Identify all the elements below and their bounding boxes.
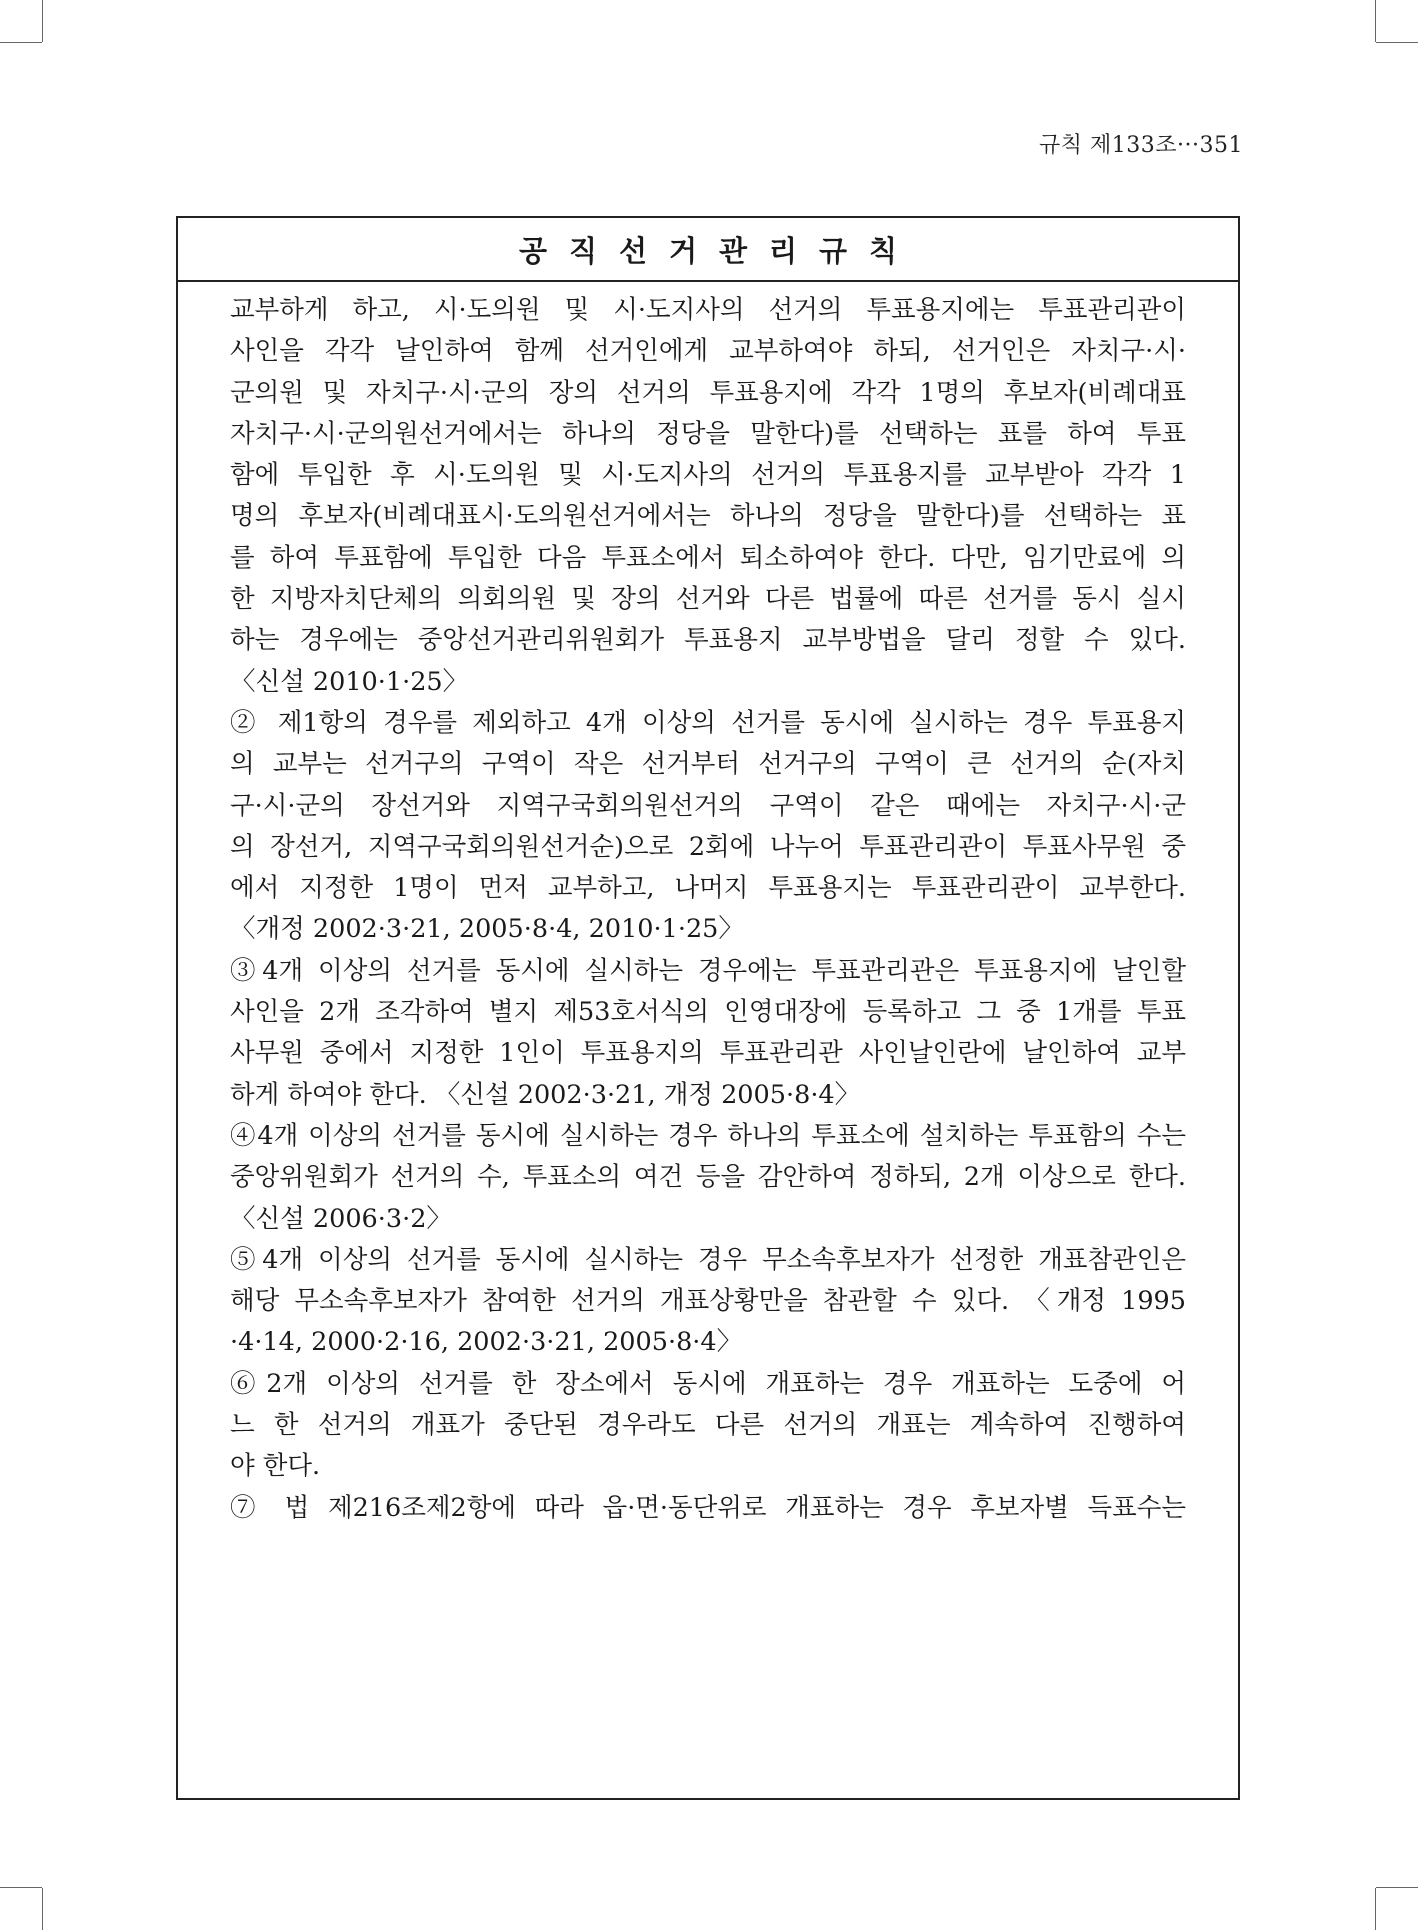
- text-line: 의 장선거, 지역구국회의원선거순)으로 2회에 나누어 투표관리관이 투표사무원 중: [230, 831, 1186, 862]
- text-line: ⑦ 법 제216조제2항에 따라 읍·면·동단위로 개표하는 경우 후보자별 득표수는: [230, 1492, 1186, 1523]
- rules-box: [176, 216, 1240, 1800]
- text-line: ② 제1항의 경우를 제외하고 4개 이상의 선거를 동시에 실시하는 경우 투표용지: [230, 707, 1186, 738]
- crop-mark: [1375, 1888, 1376, 1930]
- rules-text: [178, 282, 1238, 1529]
- crop-mark: [42, 1888, 43, 1930]
- crop-mark: [42, 0, 43, 42]
- crop-mark: [0, 1887, 42, 1888]
- text-line: 〈개정 2002·3·21, 2005·8·4, 2010·1·25〉: [230, 914, 744, 945]
- text-line: 하게 하여야 한다. 〈신설 2002·3·21, 개정 2005·8·4〉: [230, 1079, 861, 1110]
- text-line: ⑤4개 이상의 선거를 동시에 실시하는 경우 무소속후보자가 선정한 개표참관인은: [230, 1244, 1186, 1275]
- text-line: 해당 무소속후보자가 참여한 선거의 개표상황만을 참관할 수 있다. 〈개정 1995: [230, 1286, 1186, 1317]
- running-header: 규칙 제133조···351: [1039, 133, 1243, 158]
- text-line: 자치구·시·군의원선거에서는 하나의 정당을 말한다)를 선택하는 표를 하여 투표: [230, 418, 1186, 449]
- text-line: 사무원 중에서 지정한 1인이 투표용지의 투표관리관 사인날인란에 날인하여 교부: [230, 1038, 1186, 1069]
- text-line: 함에 투입한 후 시·도의원 및 시·도지사의 선거의 투표용지를 교부받아 각각 1: [230, 460, 1186, 491]
- text-line: 명의 후보자(비례대표시·도의원선거에서는 하나의 정당을 말한다)를 선택하는 표: [230, 501, 1186, 532]
- text-line: 군의원 및 자치구·시·군의 장의 선거의 투표용지에 각각 1명의 후보자(비례대표: [230, 377, 1186, 408]
- text-line: 중앙위원회가 선거의 수, 투표소의 여건 등을 감안하여 정하되, 2개 이상으로 한다.: [230, 1162, 1186, 1193]
- text-line: 〈신설 2006·3·2〉: [230, 1203, 452, 1234]
- text-line: ·4·14, 2000·2·16, 2002·3·21, 2005·8·4〉: [230, 1327, 743, 1358]
- text-line: 에서 지정한 1명이 먼저 교부하고, 나머지 투표용지는 투표관리관이 교부한다.: [230, 873, 1186, 904]
- crop-mark: [1376, 1887, 1418, 1888]
- text-line: 하는 경우에는 중앙선거관리위원회가 투표용지 교부방법을 달리 정할 수 있다.: [230, 625, 1186, 656]
- text-line: 를 하여 투표함에 투입한 다음 투표소에서 퇴소하여야 한다. 다만, 임기만료에 의: [230, 542, 1186, 573]
- box-title: 공직선거관리규칙: [178, 218, 1238, 282]
- text-line: 구·시·군의 장선거와 지역구국회의원선거의 구역이 같은 때에는 자치구·시·군: [230, 790, 1186, 821]
- crop-mark: [1375, 0, 1376, 42]
- text-line: 느 한 선거의 개표가 중단된 경우라도 다른 선거의 개표는 계속하여 진행하여: [230, 1410, 1186, 1441]
- text-line: 한 지방자치단체의 의회의원 및 장의 선거와 다른 법률에 따른 선거를 동시 실시: [230, 584, 1186, 615]
- text-line: 야 한다.: [230, 1451, 321, 1482]
- crop-mark: [1376, 42, 1418, 43]
- text-line: 사인을 각각 날인하여 함께 선거인에게 교부하여야 하되, 선거인은 자치구·시·: [230, 336, 1186, 367]
- text-line: ④4개 이상의 선거를 동시에 실시하는 경우 하나의 투표소에 설치하는 투표함의 수는: [230, 1120, 1186, 1151]
- crop-mark: [0, 42, 42, 43]
- text-line: 〈신설 2010·1·25〉: [230, 666, 469, 697]
- text-line: ③4개 이상의 선거를 동시에 실시하는 경우에는 투표관리관은 투표용지에 날인할: [230, 955, 1186, 986]
- text-line: 의 교부는 선거구의 구역이 작은 선거부터 선거구의 구역이 큰 선거의 순(자치: [230, 749, 1186, 780]
- text-line: 교부하게 하고, 시·도의원 및 시·도지사의 선거의 투표용지에는 투표관리관이: [230, 295, 1186, 325]
- text-line: 사인을 2개 조각하여 별지 제53호서식의 인영대장에 등록하고 그 중 1개를 투표: [230, 997, 1186, 1028]
- text-line: ⑥2개 이상의 선거를 한 장소에서 동시에 개표하는 경우 개표하는 도중에 어: [230, 1368, 1186, 1399]
